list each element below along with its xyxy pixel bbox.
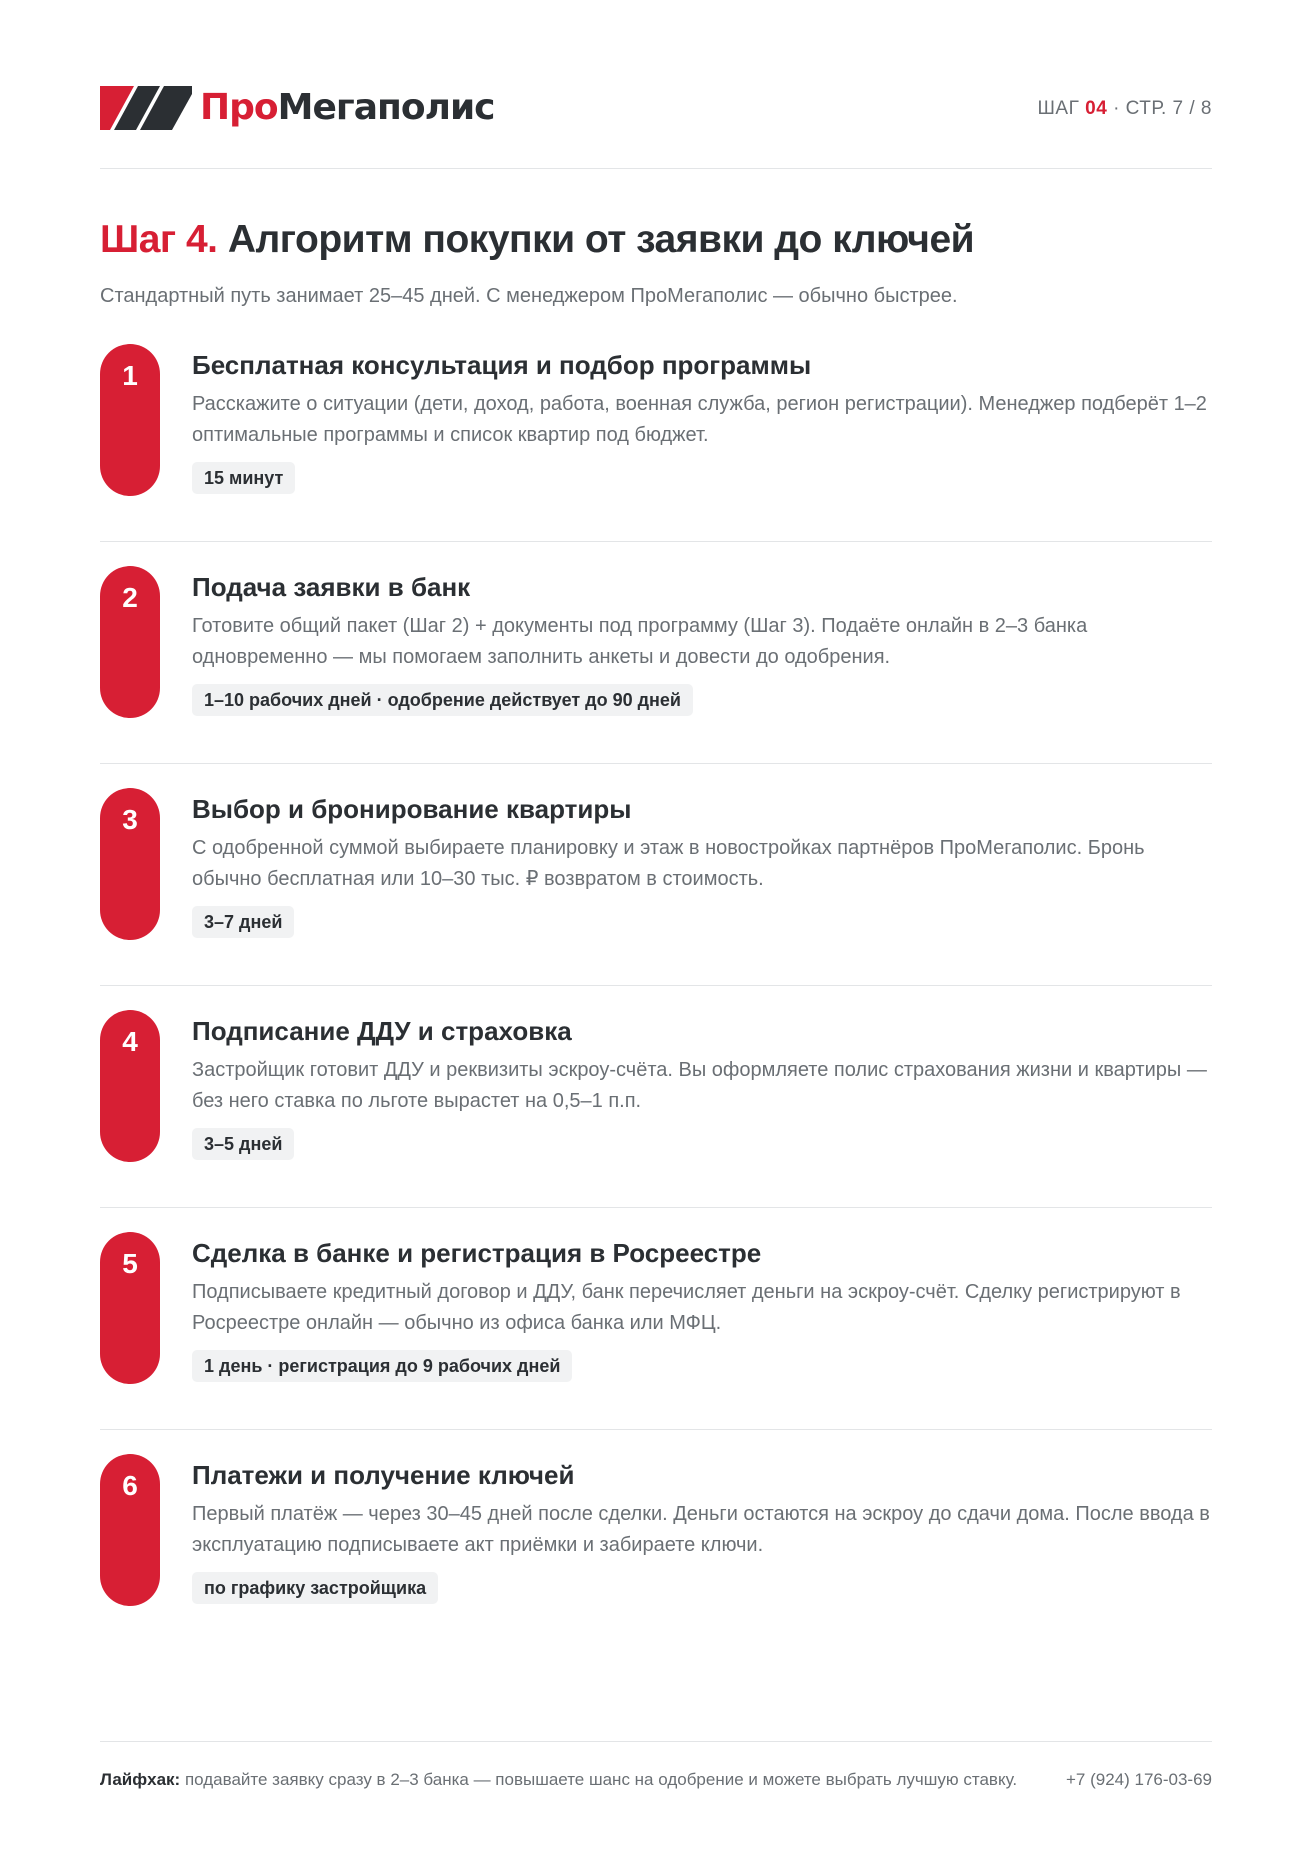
step-title: Платежи и получение ключей (192, 1460, 575, 1490)
title-accent: Шаг 4. (100, 218, 218, 261)
step-title: Подача заявки в банк (192, 572, 471, 602)
header (100, 80, 1212, 140)
step-number-text: 2 (122, 582, 138, 613)
step-item-4 (100, 1010, 1212, 1162)
logo-stripes-icon (100, 86, 192, 130)
step-number-text: 4 (122, 1026, 138, 1057)
step-number-text: 5 (122, 1248, 138, 1279)
footer-tip-label: Лайфхак: (100, 1770, 181, 1789)
step-duration-badge: 3–5 дней (192, 1128, 294, 1160)
header-divider (100, 168, 1212, 169)
step-description: Застройщик готовит ДДУ и реквизиты эскроу-счёта. Вы оформляете полис страхования жизни и квартиры — без него ставка по льготе вырастет на 0,5–1 п.п. (192, 1059, 1207, 1112)
step-duration-badge: по графику застройщика (192, 1572, 438, 1604)
page-subtitle: Стандартный путь занимает 25–45 дней. С менеджером ПроМегаполис — обычно быстрее. (100, 285, 958, 307)
step-description: Первый платёж — через 30–45 дней после сделки. Деньги остаются на эскроу до сдачи дома. После ввода в эксплуатацию подписываете акт приёмки и забираете ключи. (192, 1503, 1210, 1556)
step-number-pill (100, 1454, 160, 1606)
step-prefix: ШАГ (1037, 98, 1080, 119)
step-title: Бесплатная консультация и подбор программы (192, 350, 812, 380)
step-title: Выбор и бронирование квартиры (192, 794, 632, 824)
page-indicator (1038, 98, 1213, 120)
step-duration-badge: 1–10 рабочих дней · одобрение действует до 90 дней (192, 684, 693, 716)
step-title: Сделка в банке и регистрация в Росреестре (192, 1238, 762, 1268)
step-description: Расскажите о ситуации (дети, доход, работа, военная служба, регион регистрации). Менеджер подберёт 1–2 оптимальные программы и список квартир под бюджет. (192, 393, 1207, 446)
brand-name (200, 86, 495, 130)
page-info: · СТР. 7 / 8 (1113, 98, 1212, 119)
step-duration-badge: 1 день · регистрация до 9 рабочих дней (192, 1350, 572, 1382)
step-number-pill (100, 1010, 160, 1162)
step-divider (100, 541, 1212, 542)
step-number-text: 1 (122, 360, 138, 391)
page-title (100, 218, 974, 262)
step-divider (100, 1429, 1212, 1430)
step-number-pill (100, 344, 160, 496)
step-number-pill (100, 566, 160, 718)
brand-logo[interactable] (100, 86, 495, 130)
step-number-pill (100, 788, 160, 940)
footer-phone[interactable]: +7 (924) 176-03-69 (1065, 1770, 1212, 1789)
title-text: Алгоритм покупки от заявки до ключей (227, 218, 975, 261)
step-duration-badge: 15 минут (192, 462, 295, 494)
step-divider (100, 763, 1212, 764)
brand-name-pro: Про (200, 87, 278, 128)
step-item-2 (100, 566, 1212, 718)
step-number: 04 (1085, 98, 1108, 119)
brand-name-rest: Мегаполис (277, 87, 495, 128)
step-item-6 (100, 1454, 1212, 1606)
step-item-1 (100, 344, 1212, 496)
footer (100, 1770, 1212, 1790)
footer-tip-text: подавайте заявку сразу в 2–3 банка — повышаете шанс на одобрение и можете выбрать лучшую ставку. (184, 1770, 1018, 1789)
step-number-pill (100, 1232, 160, 1384)
step-description: Подписываете кредитный договор и ДДУ, банк перечисляет деньги на эскроу-счёт. Сделку регистрируют в Росреестре онлайн — обычно из офиса банка или МФЦ. (192, 1281, 1181, 1334)
step-item-3 (100, 788, 1212, 940)
footer-divider (100, 1741, 1212, 1742)
step-description: Готовите общий пакет (Шаг 2) + документы под программу (Шаг 3). Подаёте онлайн в 2–3 банка одновременно — мы помогаем заполнить анкеты и довести до одобрения. (192, 615, 1088, 668)
step-number-text: 3 (122, 804, 138, 835)
step-duration-badge: 3–7 дней (192, 906, 294, 938)
step-divider (100, 985, 1212, 986)
step-title: Подписание ДДУ и страховка (192, 1016, 572, 1046)
step-number-text: 6 (122, 1470, 138, 1501)
step-item-5 (100, 1232, 1212, 1384)
step-description: С одобренной суммой выбираете планировку и этаж в новостройках партнёров ПроМегаполис. Бронь обычно бесплатная или 10–30 тыс. ₽ возвратом в стоимость. (192, 837, 1145, 890)
step-divider (100, 1207, 1212, 1208)
